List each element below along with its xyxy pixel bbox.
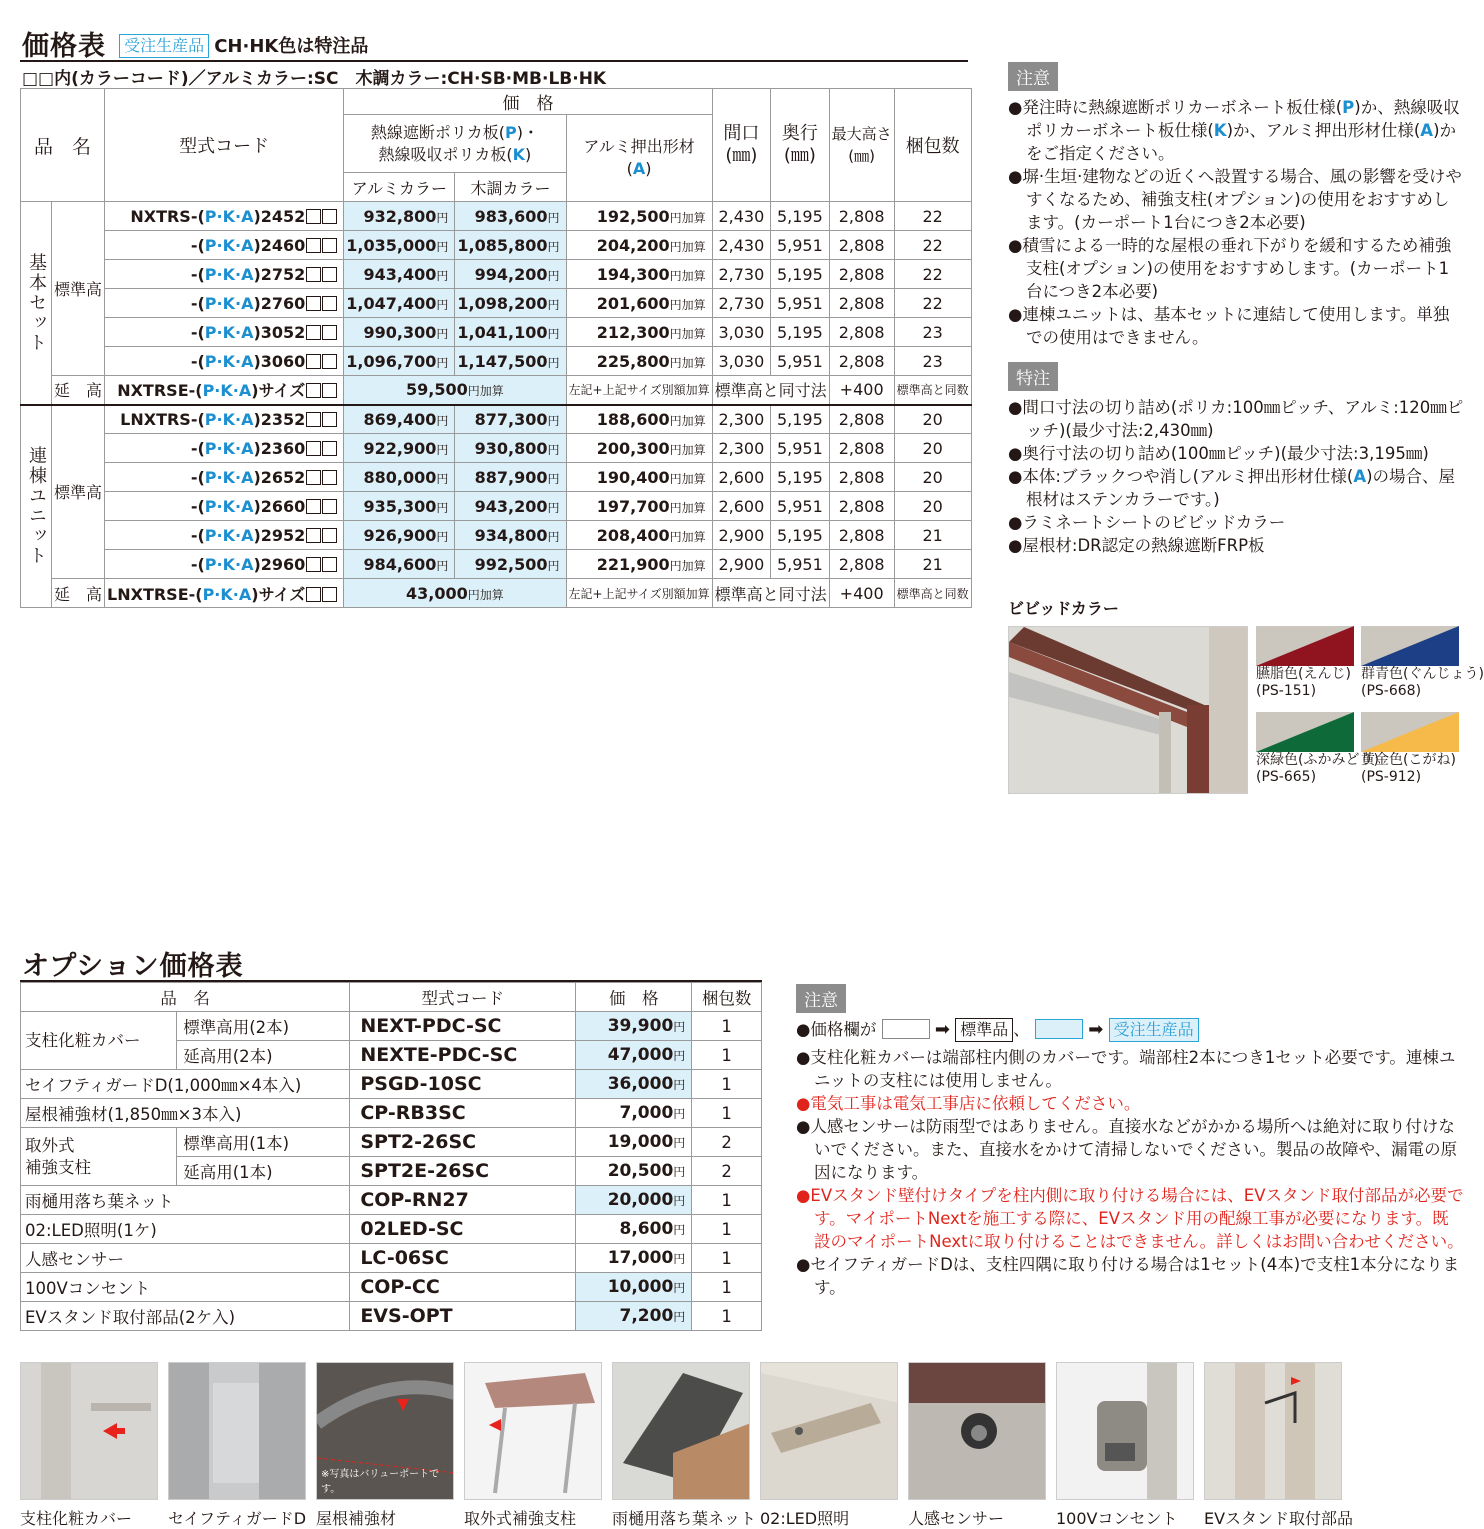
option-row <box>21 1273 762 1302</box>
width-mm: 2,600 <box>712 463 771 492</box>
option-sub: 標準高用(1本) <box>177 1128 350 1157</box>
pack-count: 20 <box>894 492 971 521</box>
pack-extended: 標準高と同数 <box>894 376 971 405</box>
height-extended: +400 <box>829 579 894 608</box>
price-alum: 943,400円 <box>344 260 455 289</box>
pack-count: 22 <box>894 289 971 318</box>
height-mm: 2,808 <box>829 347 894 376</box>
option-row <box>21 1012 762 1041</box>
price-extrude: 212,300円加算 <box>566 318 712 347</box>
depth-mm: 5,195 <box>771 260 830 289</box>
price-alum: 932,800円 <box>344 202 455 231</box>
pack-extended: 標準高と同数 <box>894 579 971 608</box>
model-code: LNXTRSE-(P·K·A)サイズ <box>105 579 344 608</box>
option-price: 7,000円 <box>576 1099 692 1128</box>
option-pack: 1 <box>692 1070 762 1099</box>
height-mm: 2,808 <box>829 289 894 318</box>
vivid-color-photo <box>1008 626 1248 794</box>
linked-unit-row <box>21 463 972 492</box>
swatch-code: (PS-151) <box>1256 683 1317 699</box>
option-name: セイフティガードD(1,000㎜×4本入) <box>21 1070 350 1099</box>
basic-set-row <box>21 347 972 376</box>
price-alum: 984,600円 <box>344 550 455 579</box>
price-wood: 943,200円 <box>455 492 566 521</box>
photo-note: ※写真はバリューポートです。 <box>321 1469 440 1495</box>
price-alum: 922,900円 <box>344 434 455 463</box>
swatch-code: (PS-668) <box>1361 683 1422 699</box>
swatch-chip <box>1256 626 1354 666</box>
depth-mm: 5,951 <box>771 289 830 318</box>
option-price: 20,500円 <box>576 1157 692 1186</box>
note-item: ●EVスタンド壁付けタイプを柱内側に取り付ける場合には、EVスタンド取付部品が必要です。マイポートNextを施工する際に、EVスタンド用の配線工事が必要になります。既設のマイポートNextに取り付けることはできません。詳しくはお問い合わせください。 <box>796 1186 1464 1251</box>
notice-tag: 注意 <box>1008 62 1058 91</box>
width-mm: 2,900 <box>712 550 771 579</box>
same-size-note: 標準高と同寸法 <box>712 579 829 608</box>
option-price-table <box>20 982 762 1331</box>
extrude-extended-note: 左記+上記サイズ別額加算 <box>566 579 712 608</box>
header-price: 価 格 <box>344 89 712 115</box>
model-code: NXTRS-(P·K·A)2452 <box>105 202 344 231</box>
depth-mm: 5,951 <box>771 434 830 463</box>
photo-caption: 雨樋用落ち葉ネット <box>612 1509 757 1528</box>
height-mm: 2,808 <box>829 550 894 579</box>
special-tag: 特注 <box>1008 362 1058 391</box>
option-pack: 1 <box>692 1244 762 1273</box>
note-item: ●セイフティガードDは、支柱四隅に取り付ける場合は1セット(4本)で支柱1本分になります。 <box>796 1255 1460 1297</box>
option-pack: 1 <box>692 1302 762 1331</box>
same-size-note: 標準高と同寸法 <box>712 376 829 405</box>
header-width: 間口 (㎜) <box>712 89 771 202</box>
photo-caption: 100Vコンセント <box>1056 1509 1178 1528</box>
option-pack: 1 <box>692 1186 762 1215</box>
opt-header-pack: 梱包数 <box>692 983 762 1012</box>
swatch-chip <box>1361 626 1459 666</box>
legend-order-badge: 受注生産品 <box>1109 1018 1199 1042</box>
width-mm: 2,300 <box>712 434 771 463</box>
price-alum: 990,300円 <box>344 318 455 347</box>
opt-header-price: 価 格 <box>576 983 692 1012</box>
pack-count: 22 <box>894 231 971 260</box>
price-wood: 1,041,100円 <box>455 318 566 347</box>
price-extrude: 208,400円加算 <box>566 521 712 550</box>
option-row <box>21 1186 762 1215</box>
price-header <box>22 24 368 63</box>
option-row <box>21 1302 762 1331</box>
note-item: ●人感センサーは防雨型ではありません。直接水などがかかる場所へは絶対に取り付けないでください。また、直接水をかけて清掃しないでください。製品の故障や、漏電の原因になります。 <box>796 1117 1458 1182</box>
option-name: 02:LED照明(1ケ) <box>21 1215 350 1244</box>
price-wood: 1,147,500円 <box>455 347 566 376</box>
option-code: SPT2-26SC <box>350 1128 576 1157</box>
option-row <box>21 1128 762 1157</box>
legend-separator: 、 <box>1013 1020 1030 1039</box>
width-mm: 2,300 <box>712 405 771 434</box>
option-price: 10,000円 <box>576 1273 692 1302</box>
note-item: ●連棟ユニットは、基本セットに連結して使用します。単独での使用はできません。 <box>1008 305 1450 347</box>
arrow-right-icon: ➡ <box>934 1019 950 1040</box>
width-mm: 2,600 <box>712 492 771 521</box>
option-price: 20,000円 <box>576 1186 692 1215</box>
pack-count: 22 <box>894 260 971 289</box>
pack-count: 22 <box>894 202 971 231</box>
swatch-code: (PS-665) <box>1256 769 1317 785</box>
basic-set-row <box>21 202 972 231</box>
option-code: 02LED-SC <box>350 1215 576 1244</box>
swatch-name: 深緑色(ふかみどり) <box>1256 752 1379 768</box>
option-price: 17,000円 <box>576 1244 692 1273</box>
header-height: 最大高さ (㎜) <box>829 89 894 202</box>
option-row <box>21 1215 762 1244</box>
linked-unit-row <box>21 434 972 463</box>
model-code: -(P·K·A)2760 <box>105 289 344 318</box>
price-alum: 935,300円 <box>344 492 455 521</box>
price-alum: 1,096,700円 <box>344 347 455 376</box>
option-pack: 1 <box>692 1041 762 1070</box>
option-pack: 2 <box>692 1128 762 1157</box>
option-pack: 1 <box>692 1099 762 1128</box>
price-extrude: 200,300円加算 <box>566 434 712 463</box>
price-extended: 43,000円加算 <box>344 579 566 608</box>
pack-count: 23 <box>894 318 971 347</box>
note-item: ●間口寸法の切り詰め(ポリカ:100㎜ピッチ、アルミ:120㎜ピッチ)(最少寸法:2,430㎜) <box>1008 398 1464 440</box>
pack-count: 23 <box>894 347 971 376</box>
option-pack: 1 <box>692 1273 762 1302</box>
option-notice-list <box>796 1046 1464 1299</box>
model-code: -(P·K·A)2752 <box>105 260 344 289</box>
option-code: LC-06SC <box>350 1244 576 1273</box>
depth-mm: 5,195 <box>771 405 830 434</box>
header-wood-color: 木調カラー <box>455 173 566 202</box>
depth-mm: 5,951 <box>771 347 830 376</box>
option-row <box>21 1070 762 1099</box>
depth-mm: 5,951 <box>771 550 830 579</box>
price-wood: 1,098,200円 <box>455 289 566 318</box>
option-code: NEXT-PDC-SC <box>350 1012 576 1041</box>
option-code: CP-RB3SC <box>350 1099 576 1128</box>
extrude-extended-note: 左記+上記サイズ別額加算 <box>566 376 712 405</box>
option-name: EVスタンド取付部品(2ケ入) <box>21 1302 350 1331</box>
header-alum-extrude: アルミ押出形材 (A) <box>566 115 712 202</box>
basic-set-extended-row <box>21 376 972 405</box>
linked-unit-row <box>21 521 972 550</box>
made-to-order-badge: 受注生産品 <box>119 34 209 58</box>
option-code: SPT2E-26SC <box>350 1157 576 1186</box>
width-mm: 2,730 <box>712 260 771 289</box>
header-depth: 奥行 (㎜) <box>771 89 830 202</box>
price-extrude: 188,600円加算 <box>566 405 712 434</box>
height-extended: +400 <box>829 376 894 405</box>
price-wood: 887,900円 <box>455 463 566 492</box>
option-pack: 1 <box>692 1012 762 1041</box>
option-group: 支柱化粧カバー <box>21 1012 177 1070</box>
swatch-chip <box>1256 712 1354 752</box>
note-item: ●積雪による一時的な屋根の垂れ下がりを緩和するため補強支柱(オプション)の使用をおすすめします。(カーポート1台につき2本必要) <box>1008 236 1452 301</box>
color-code-line: □□内(カラーコード)／アルミカラー:SC 木調カラー:CH·SB·MB·LB·HK <box>22 69 607 89</box>
option-title: オプション価格表 <box>22 951 244 982</box>
height-mm: 2,808 <box>829 521 894 550</box>
option-photo <box>316 1362 454 1500</box>
price-alum: 1,035,000円 <box>344 231 455 260</box>
option-code: PSGD-10SC <box>350 1070 576 1099</box>
option-notice-tag: 注意 <box>796 984 846 1013</box>
height-mm: 2,808 <box>829 260 894 289</box>
swatch-chip <box>1361 712 1459 752</box>
pack-count: 20 <box>894 463 971 492</box>
arrow-right-icon: ➡ <box>1088 1019 1104 1040</box>
option-price: 19,000円 <box>576 1128 692 1157</box>
option-photo <box>1204 1362 1342 1500</box>
depth-mm: 5,195 <box>771 318 830 347</box>
swatch-name: 臙脂色(えんじ) <box>1256 666 1351 682</box>
photo-caption: 人感センサー <box>908 1509 1005 1528</box>
model-code: -(P·K·A)2952 <box>105 521 344 550</box>
header-name: 品 名 <box>21 89 105 202</box>
height-mm: 2,808 <box>829 318 894 347</box>
note-item: ●発注時に熱線遮断ポリカーボネート板仕様(P)か、熱線吸収ポリカーボネート板仕様(K)か、アルミ押出形材仕様(A)かをご指定ください。 <box>1008 98 1460 163</box>
vivid-title: ビビッドカラー <box>1008 599 1119 618</box>
option-price: 47,000円 <box>576 1041 692 1070</box>
height-mm: 2,808 <box>829 231 894 260</box>
option-photo <box>908 1362 1046 1500</box>
option-code: COP-RN27 <box>350 1186 576 1215</box>
model-code: -(P·K·A)2960 <box>105 550 344 579</box>
pack-count: 21 <box>894 521 971 550</box>
price-wood: 1,085,800円 <box>455 231 566 260</box>
price-extrude: 225,800円加算 <box>566 347 712 376</box>
pack-count: 20 <box>894 434 971 463</box>
photo-caption: 取外式補強支柱 <box>464 1509 577 1528</box>
color-swatch <box>1361 712 1459 786</box>
linked-unit-row <box>21 550 972 579</box>
opt-header-name: 品 名 <box>21 983 350 1012</box>
photo-caption: EVスタンド取付部品 <box>1204 1509 1354 1528</box>
option-code: NEXTE-PDC-SC <box>350 1041 576 1070</box>
pack-count: 20 <box>894 405 971 434</box>
note-item: ●本体:ブラックつや消し(アルミ押出形材仕様(A)の場合、屋根材はステンカラーです。) <box>1008 467 1456 509</box>
note-item: ●奥行寸法の切り詰め(100㎜ピッチ)(最少寸法:3,195㎜) <box>1008 444 1429 463</box>
swatch-code: (PS-912) <box>1361 769 1422 785</box>
photo-caption: 02:LED照明 <box>760 1509 850 1528</box>
header-pack: 梱包数 <box>894 89 971 202</box>
height-mm: 2,808 <box>829 202 894 231</box>
special-order-list <box>1008 396 1464 557</box>
model-code: -(P·K·A)2652 <box>105 463 344 492</box>
price-extrude: 204,200円加算 <box>566 231 712 260</box>
notice-list <box>1008 96 1464 349</box>
option-photo <box>760 1362 898 1500</box>
note-item: ●塀·生垣·建物などの近くへ設置する場合、風の影響を受けやすくなるため、補強支柱(オプション)の使用をおすすめします。(カーポート1台につき2本必要) <box>1008 167 1462 232</box>
option-pack: 1 <box>692 1215 762 1244</box>
header-alum-color: アルミカラー <box>344 173 455 202</box>
model-code: -(P·K·A)3060 <box>105 347 344 376</box>
option-price: 7,200円 <box>576 1302 692 1331</box>
header-polycarbonate: 熱線遮断ポリカ板(P)・ 熱線吸収ポリカ板(K) <box>344 115 566 173</box>
basic-set-row <box>21 318 972 347</box>
option-code: COP-CC <box>350 1273 576 1302</box>
height-mm: 2,808 <box>829 405 894 434</box>
option-photo <box>464 1362 602 1500</box>
price-extended: 59,500円加算 <box>344 376 566 405</box>
option-row <box>21 1099 762 1128</box>
depth-mm: 5,195 <box>771 463 830 492</box>
option-price: 36,000円 <box>576 1070 692 1099</box>
legend-prefix: ●価格欄が <box>796 1020 877 1039</box>
model-code: NXTRSE-(P·K·A)サイズ <box>105 376 344 405</box>
price-wood: 983,600円 <box>455 202 566 231</box>
option-sub: 延高用(2本) <box>177 1041 350 1070</box>
swatch-name: 黄金色(こがね) <box>1361 752 1456 768</box>
note-item: ●屋根材:DR認定の熱線遮断FRP板 <box>1008 536 1265 555</box>
height-mm: 2,808 <box>829 463 894 492</box>
height-mm: 2,808 <box>829 434 894 463</box>
depth-mm: 5,195 <box>771 202 830 231</box>
color-swatch <box>1361 626 1484 700</box>
width-mm: 2,900 <box>712 521 771 550</box>
option-name: 人感センサー <box>21 1244 350 1273</box>
price-wood: 994,200円 <box>455 260 566 289</box>
option-photo <box>1056 1362 1194 1500</box>
width-mm: 2,730 <box>712 289 771 318</box>
model-code: -(P·K·A)3052 <box>105 318 344 347</box>
pack-count: 21 <box>894 550 971 579</box>
price-legend <box>796 1018 1199 1042</box>
header-code: 型式コード <box>105 89 344 202</box>
linked-unit-row <box>21 405 972 434</box>
price-extrude: 197,700円加算 <box>566 492 712 521</box>
price-alum: 1,047,400円 <box>344 289 455 318</box>
option-sub: 延高用(1本) <box>177 1157 350 1186</box>
photo-caption: セイフティガードD <box>168 1509 307 1528</box>
price-alum: 869,400円 <box>344 405 455 434</box>
model-code: -(P·K·A)2660 <box>105 492 344 521</box>
linked-unit-label: 連棟ユニット <box>21 405 52 608</box>
legend-blue-box <box>1035 1019 1083 1039</box>
option-pack: 2 <box>692 1157 762 1186</box>
price-extrude: 194,300円加算 <box>566 260 712 289</box>
model-code: -(P·K·A)2360 <box>105 434 344 463</box>
linked-unit-extended-row <box>21 579 972 608</box>
opt-header-code: 型式コード <box>350 983 576 1012</box>
note-item: ●支柱化粧カバーは端部柱内側のカバーです。端部柱2本につき1セット必要です。連棟ユニットの支柱には使用しません。 <box>796 1048 1456 1090</box>
option-code: EVS-OPT <box>350 1302 576 1331</box>
option-price: 39,900円 <box>576 1012 692 1041</box>
extended-height-label: 延 高 <box>52 376 105 405</box>
swatch-name: 群青色(ぐんじょう) <box>1361 666 1484 682</box>
price-wood: 930,800円 <box>455 434 566 463</box>
price-wood: 992,500円 <box>455 550 566 579</box>
page-title: 価格表 <box>22 31 106 62</box>
extended-height-label: 延 高 <box>52 579 105 608</box>
note-item: ●電気工事は電気工事店に依頼してください。 <box>796 1094 1141 1113</box>
photo-caption: 支柱化粧カバー <box>20 1509 133 1528</box>
linked-unit-row <box>21 492 972 521</box>
basic-set-row <box>21 289 972 318</box>
depth-mm: 5,951 <box>771 492 830 521</box>
price-extrude: 221,900円加算 <box>566 550 712 579</box>
model-code: -(P·K·A)2460 <box>105 231 344 260</box>
note-item: ●ラミネートシートのビビッドカラー <box>1008 513 1286 532</box>
basic-set-row <box>21 231 972 260</box>
legend-standard-badge: 標準品 <box>955 1018 1013 1042</box>
price-alum: 926,900円 <box>344 521 455 550</box>
option-photo <box>168 1362 306 1500</box>
standard-height-label: 標準高 <box>52 202 105 376</box>
width-mm: 3,030 <box>712 318 771 347</box>
option-name: 雨樋用落ち葉ネット <box>21 1186 350 1215</box>
price-wood: 934,800円 <box>455 521 566 550</box>
price-extrude: 192,500円加算 <box>566 202 712 231</box>
color-swatch <box>1256 626 1354 700</box>
price-extrude: 201,600円加算 <box>566 289 712 318</box>
basic-set-row <box>21 260 972 289</box>
option-name: 屋根補強材(1,850㎜×3本入) <box>21 1099 350 1128</box>
option-photo <box>612 1362 750 1500</box>
model-code: LNXTRS-(P·K·A)2352 <box>105 405 344 434</box>
photo-caption: 屋根補強材 <box>316 1509 397 1528</box>
option-photo <box>20 1362 158 1500</box>
main-price-table <box>20 88 972 608</box>
price-alum: 880,000円 <box>344 463 455 492</box>
width-mm: 3,030 <box>712 347 771 376</box>
width-mm: 2,430 <box>712 202 771 231</box>
special-color-note: CH·HK色は特注品 <box>214 36 369 57</box>
option-sub: 標準高用(2本) <box>177 1012 350 1041</box>
basic-set-label: 基本セット <box>21 202 52 405</box>
depth-mm: 5,951 <box>771 231 830 260</box>
option-name: 100Vコンセント <box>21 1273 350 1302</box>
depth-mm: 5,195 <box>771 521 830 550</box>
option-price: 8,600円 <box>576 1215 692 1244</box>
height-mm: 2,808 <box>829 492 894 521</box>
option-row <box>21 1244 762 1273</box>
width-mm: 2,430 <box>712 231 771 260</box>
option-group: 取外式 補強支柱 <box>21 1128 177 1186</box>
price-wood: 877,300円 <box>455 405 566 434</box>
standard-height-label: 標準高 <box>52 405 105 579</box>
legend-white-box <box>882 1019 930 1039</box>
price-extrude: 190,400円加算 <box>566 463 712 492</box>
